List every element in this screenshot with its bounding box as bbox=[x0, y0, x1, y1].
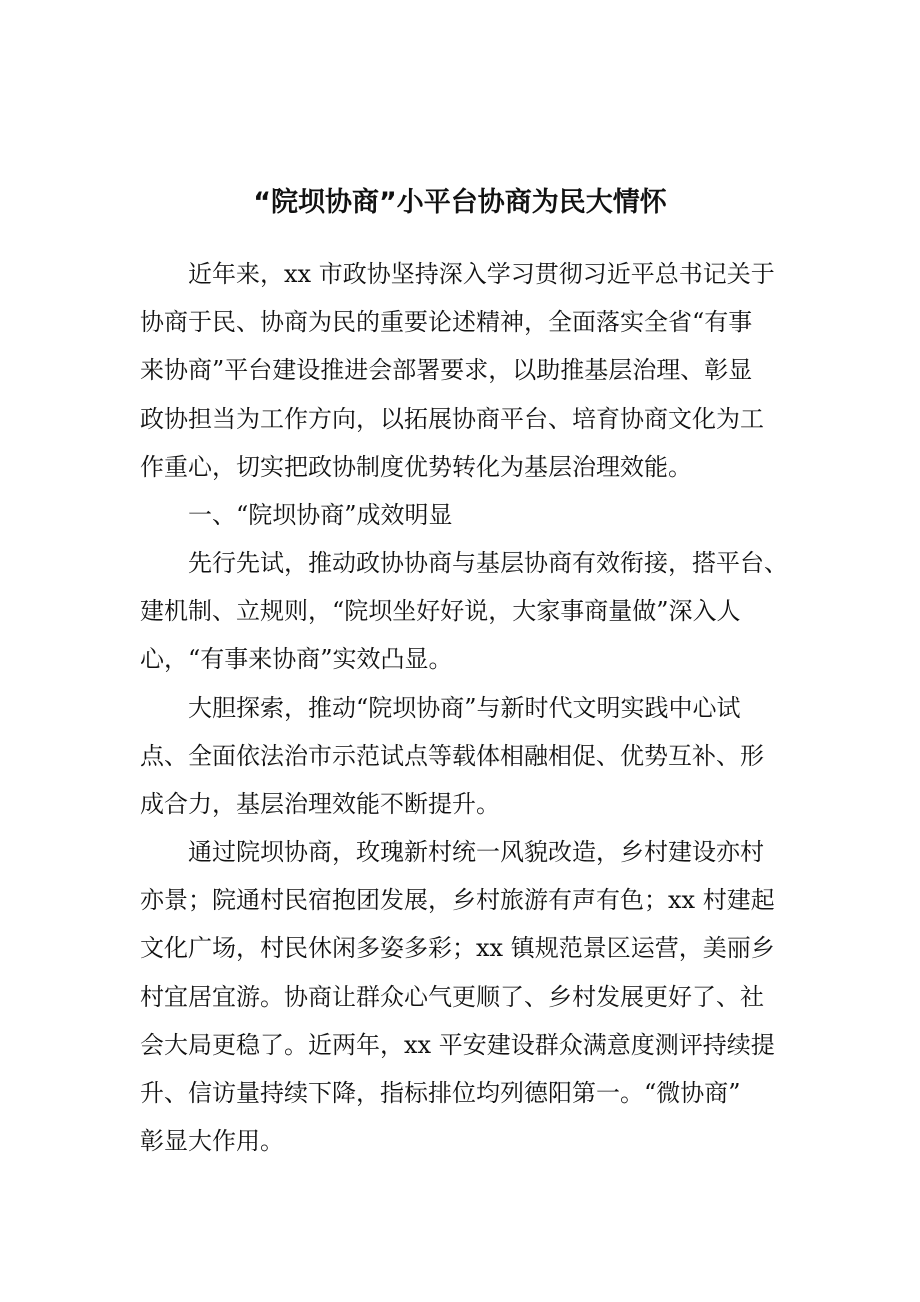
document-title: “院坝协商”小平台协商为民大情怀 bbox=[253, 187, 667, 218]
text-line: 心，“有事来协商”实效凸显。 bbox=[140, 645, 453, 674]
text-line: 村宜居宜游。协商让群众心气更顺了、乡村发展更好了、社 bbox=[140, 982, 764, 1011]
paragraph-explore bbox=[140, 684, 781, 829]
text-line: 协商于民、协商为民的重要论述精神，全面落实全省“有事 bbox=[140, 308, 753, 337]
text-line: 通过院坝协商，玫瑰新村统一风貌改造，乡村建设亦村 bbox=[188, 838, 764, 866]
text-line: 来协商”平台建设推进会部署要求，以助推基层治理、彰显 bbox=[140, 356, 753, 385]
text-line: 近年来，xx 市政协坚持深入学习贯彻习近平总书记关于 bbox=[188, 260, 775, 288]
text-line: 彰显大作用。 bbox=[140, 1127, 284, 1156]
text-line: 成合力，基层治理效能不断提升。 bbox=[140, 790, 500, 819]
text-line: 文化广场，村民休闲多姿多彩；xx 镇规范景区运营，美丽乡 bbox=[140, 934, 775, 963]
paragraph-intro bbox=[140, 250, 781, 491]
text-line: 亦景；院通村民宿抱团发展，乡村旅游有声有色；xx 村建起 bbox=[140, 886, 775, 915]
text-line: 作重心，切实把政协制度优势转化为基层治理效能。 bbox=[140, 452, 692, 481]
paragraph-pilot bbox=[140, 539, 788, 684]
text-line: 一、“院坝协商”成效明显 bbox=[188, 501, 453, 529]
text-line: 会大局更稳了。近两年，xx 平安建设群众满意度测评持续提 bbox=[140, 1030, 775, 1059]
text-line: 大胆探索，推动“院坝协商”与新时代文明实践中心试 bbox=[188, 694, 741, 722]
text-line: 建机制、立规则，“院坝坐好好说，大家事商量做”深入人 bbox=[140, 597, 741, 626]
section-heading bbox=[140, 491, 781, 539]
text-line: 先行先试，推动政协协商与基层协商有效衔接，搭平台、 bbox=[188, 549, 788, 577]
text-line: 政协担当为工作方向，以拓展协商平台、培育协商文化为工 bbox=[140, 404, 764, 433]
text-line: 点、全面依法治市示范试点等载体相融相促、优势互补、形 bbox=[140, 742, 764, 771]
text-line: 升、信访量持续下降，指标排位均列德阳第一。“微协商” bbox=[140, 1079, 741, 1108]
paragraph-results bbox=[140, 828, 781, 1165]
